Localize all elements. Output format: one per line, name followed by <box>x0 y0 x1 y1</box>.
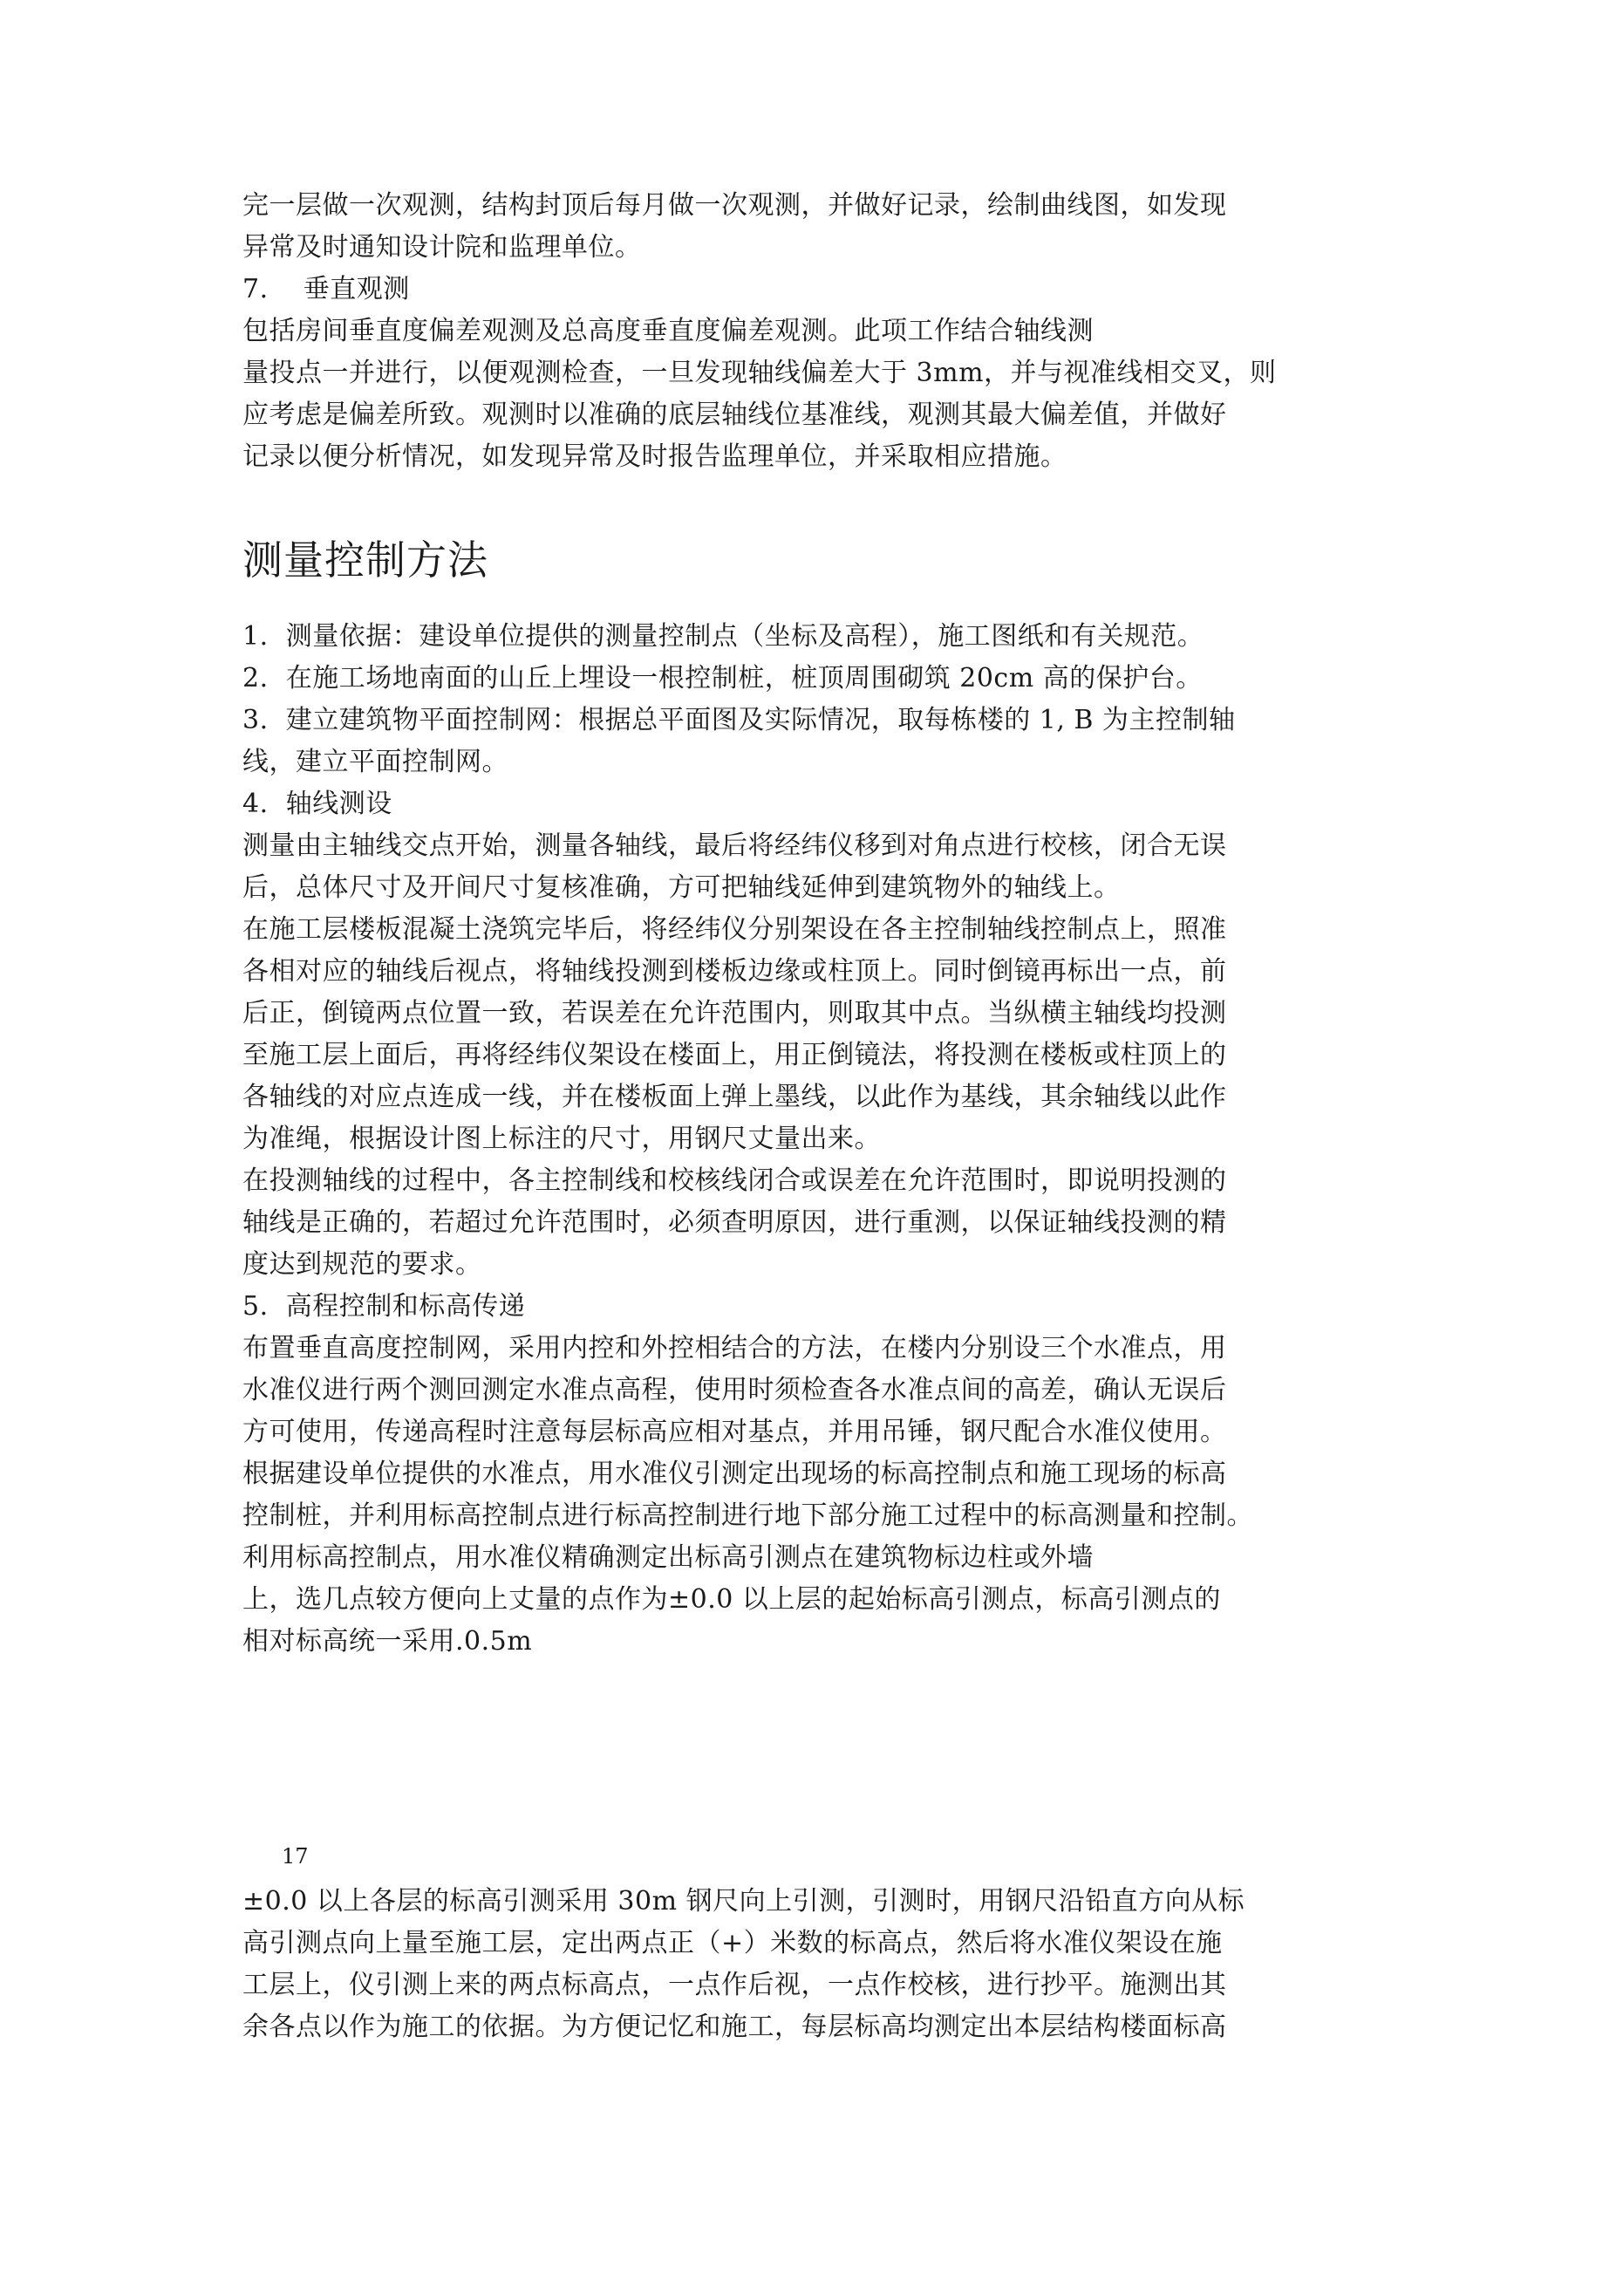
text-line: 水准仪进行两个测回测定水准点高程，使用时须检查各水准点间的高差，确认无误后 <box>242 1375 1227 1405</box>
text-line: 利用标高控制点，用水准仪精确测定出标高引测点在建筑物标边柱或外墙 <box>242 1542 1094 1573</box>
list-item: 3. 建立建筑物平面控制网：根据总平面图及实际情况，取每栋楼的 1, B 为主控制轴 <box>242 705 1236 735</box>
text-line: 量投点一并进行，以便观测检查，一旦发现轴线偏差大于 3mm，并与视准线相交叉，则 <box>242 358 1277 388</box>
paragraph-block-vertical-observation <box>242 185 1394 478</box>
list-item-heading: 7. 垂直观测 <box>242 274 410 304</box>
text-line: 方可使用，传递高程时注意每层标高应相对基点，并用吊锤，钢尺配合水准仪使用。 <box>242 1417 1227 1447</box>
text-line: 后，总体尺寸及开间尺寸复核准确，方可把轴线延伸到建筑物外的轴线上。 <box>242 872 1121 903</box>
text-line: 完一层做一次观测，结构封顶后每月做一次观测，并做好记录，绘制曲线图，如发现 <box>242 190 1227 221</box>
text-line: 相对标高统一采用.0.5m <box>242 1626 533 1657</box>
text-line: 控制桩，并利用标高控制点进行标高控制进行地下部分施工过程中的标高测量和控制。 <box>242 1500 1253 1531</box>
list-item-heading: 4. 轴线测设 <box>242 789 392 819</box>
text-line: 记录以便分析情况，如发现异常及时报告监理单位，并采取相应措施。 <box>242 441 1067 472</box>
text-line: 在投测轴线的过程中，各主控制线和校核线闭合或误差在允许范围时，即说明投测的 <box>242 1165 1227 1196</box>
text-line: 轴线是正确的，若超过允许范围时，必须查明原因，进行重测，以保证轴线投测的精 <box>242 1207 1227 1238</box>
text-line: 高引测点向上量至施工层，定出两点正（+）米数的标高点，然后将水准仪架设在施 <box>242 1928 1223 1958</box>
text-line: 余各点以作为施工的依据。为方便记忆和施工，每层标高均测定出本层结构楼面标高 <box>242 2012 1227 2042</box>
text-line: 上，选几点较方便向上丈量的点作为±0.0 以上层的起始标高引测点，标高引测点的 <box>242 1584 1221 1615</box>
text-line: 后正，倒镜两点位置一致，若误差在允许范围内，则取其中点。当纵横主轴线均投测 <box>242 998 1227 1028</box>
text-line: 工层上，仪引测上来的两点标高点，一点作后视，一点作校核，进行抄平。施测出其 <box>242 1970 1227 2000</box>
text-line: ±0.0 以上各层的标高引测采用 30m 钢尺向上引测，引测时，用钢尺沿铅直方向从标 <box>242 1886 1245 1917</box>
text-line: 应考虑是偏差所致。观测时以准确的底层轴线位基准线，观测其最大偏差值，并做好 <box>242 400 1227 430</box>
text-line: 线，建立平面控制网。 <box>242 747 508 777</box>
text-line: 布置垂直高度控制网，采用内控和外控相结合的方法，在楼内分别设三个水准点，用 <box>242 1333 1227 1363</box>
list-item-heading: 5. 高程控制和标高传递 <box>242 1291 526 1322</box>
paragraph-block-elevation-transfer <box>242 1881 1394 2048</box>
text-line: 为准绳，根据设计图上标注的尺寸，用钢尺丈量出来。 <box>242 1124 881 1154</box>
text-line: 度达到规范的要求。 <box>242 1249 482 1280</box>
text-line: 至施工层上面后，再将经纬仪架设在楼面上，用正倒镜法，将投测在楼板或柱顶上的 <box>242 1040 1227 1070</box>
text-line: 异常及时通知设计院和监理单位。 <box>242 232 642 263</box>
list-item: 2. 在施工场地南面的山丘上埋设一根控制桩，桩顶周围砌筑 20cm 高的保护台。 <box>242 663 1203 694</box>
text-line: 在施工层楼板混凝土浇筑完毕后，将经纬仪分别架设在各主控制轴线控制点上，照准 <box>242 914 1227 945</box>
text-line: 各轴线的对应点连成一线，并在楼板面上弹上墨线，以此作为基线，其余轴线以此作 <box>242 1082 1227 1112</box>
list-item: 1. 测量依据：建设单位提供的测量控制点（坐标及高程），施工图纸和有关规范。 <box>242 621 1204 652</box>
text-line: 测量由主轴线交点开始，测量各轴线，最后将经纬仪移到对角点进行校核，闭合无误 <box>242 830 1227 861</box>
text-line: 各相对应的轴线后视点，将轴线投测到楼板边缘或柱顶上。同时倒镜再标出一点，前 <box>242 956 1227 987</box>
section-heading: 测量控制方法 <box>242 536 488 584</box>
text-line: 包括房间垂直度偏差观测及总高度垂直度偏差观测。此项工作结合轴线测 <box>242 316 1094 346</box>
page-number: 17 <box>282 1844 309 1869</box>
text-line: 根据建设单位提供的水准点，用水准仪引测定出现场的标高控制点和施工现场的标高 <box>242 1459 1227 1489</box>
paragraph-block-control-methods <box>242 616 1394 1663</box>
